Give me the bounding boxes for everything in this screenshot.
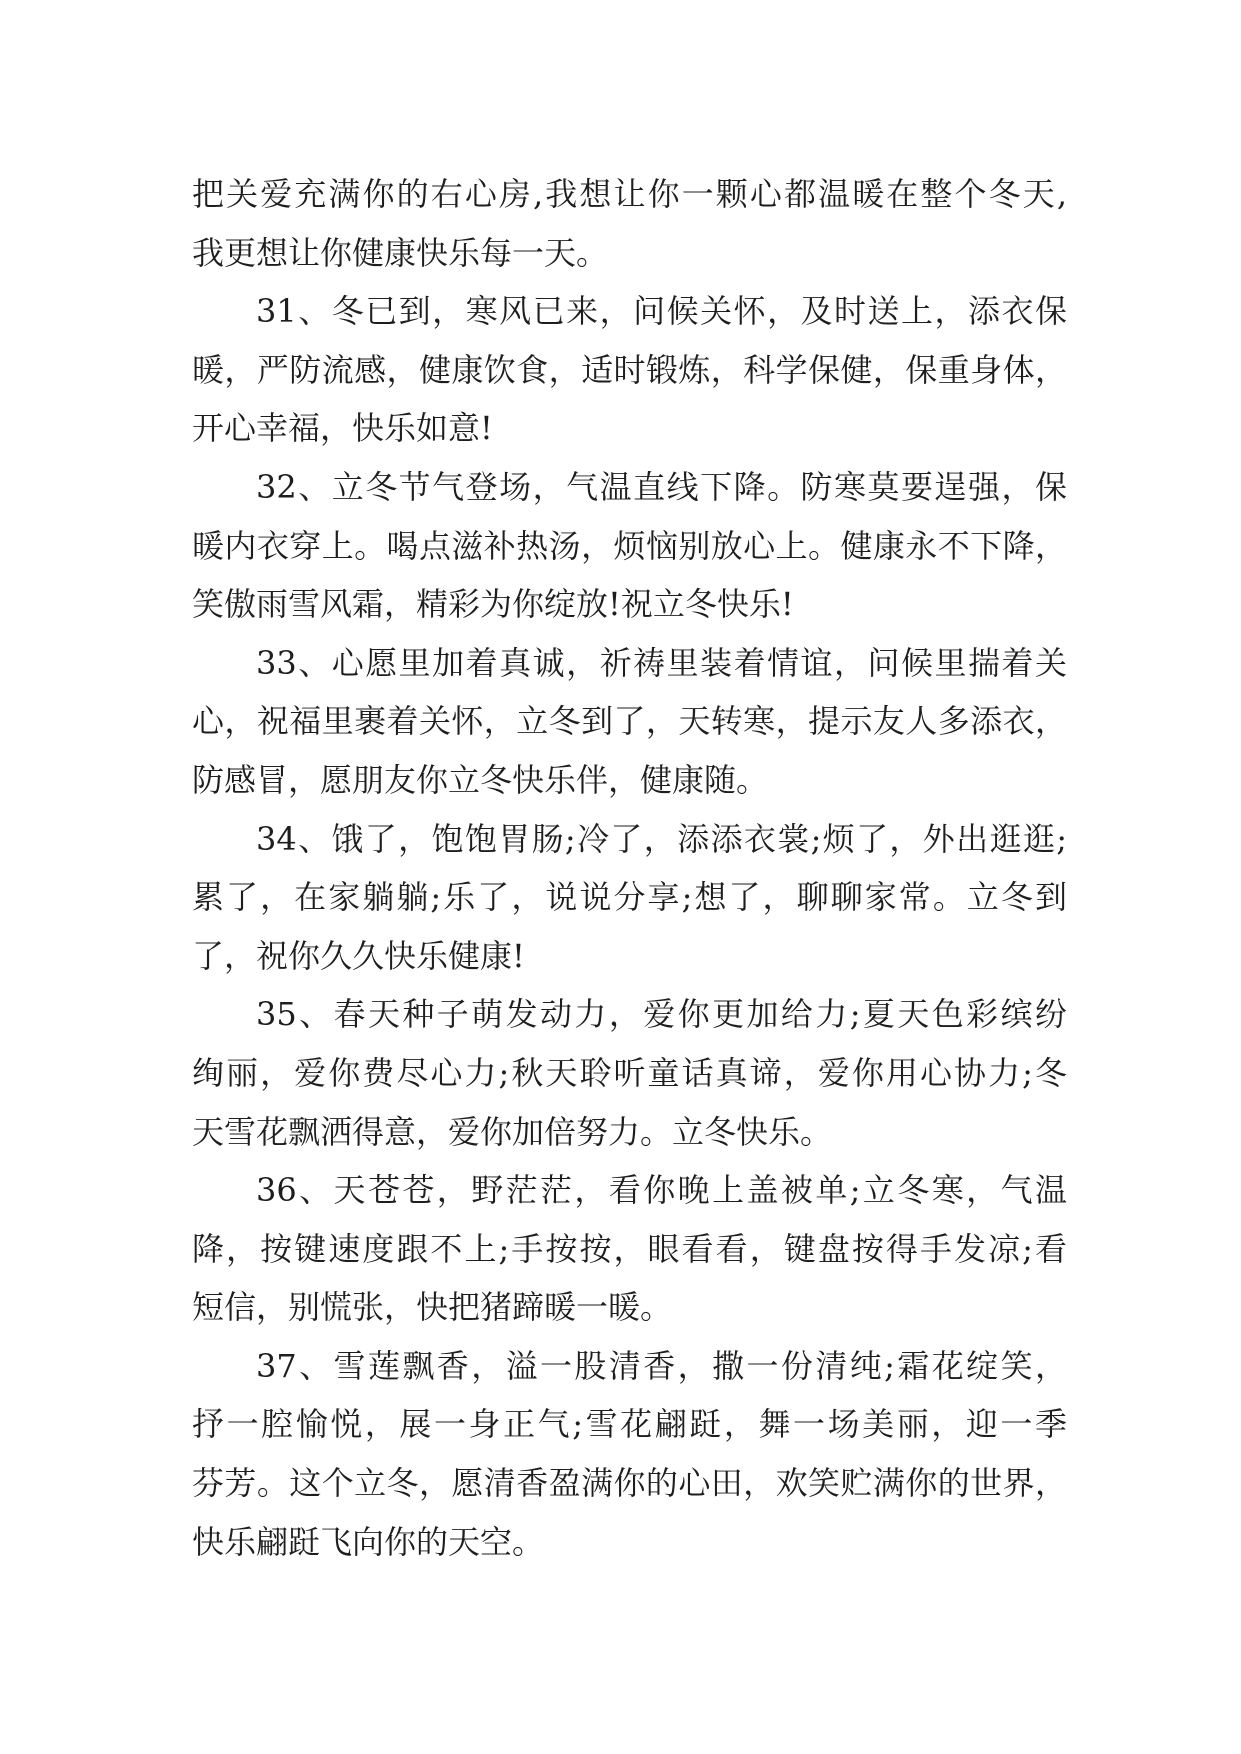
- text-line: 暖，严防流感，健康饮食，适时锻炼，科学保健，保重身体，: [192, 350, 1067, 389]
- paragraph-35: [192, 985, 1067, 1161]
- paragraph-37: [192, 1337, 1067, 1571]
- text-line: 35、春天种子萌发动力，爱你更加给力;夏天色彩缤纷: [256, 995, 1067, 1034]
- text-line: 了，祝你久久快乐健康!: [192, 936, 525, 975]
- paragraph-34: [192, 810, 1067, 986]
- paragraph-32: [192, 458, 1067, 634]
- paragraph-36: [192, 1161, 1067, 1337]
- text-line: 快乐翩跹飞向你的天空。: [192, 1522, 545, 1561]
- text-line: 心，祝福里裹着关怀，立冬到了，天转寒，提示友人多添衣，: [192, 702, 1067, 741]
- text-line: 抒一腔愉悦，展一身正气;雪花翩跹，舞一场美丽，迎一季: [192, 1405, 1067, 1444]
- text-line: 33、心愿里加着真诚，祈祷里装着情谊，问候里揣着关: [256, 643, 1067, 682]
- text-line: 芬芳。这个立冬，愿清香盈满你的心田，欢笑贮满你的世界，: [192, 1464, 1067, 1503]
- document-body: [192, 165, 1067, 1571]
- text-line: 36、天苍苍，野茫茫，看你晚上盖被单;立冬寒，气温: [256, 1171, 1067, 1210]
- text-line: 累了，在家躺躺;乐了，说说分享;想了，聊聊家常。立冬到: [192, 878, 1067, 917]
- text-line: 防感冒，愿朋友你立冬快乐伴，健康随。: [192, 760, 769, 799]
- paragraph-continuation: [192, 165, 1067, 282]
- text-line: 笑傲雨雪风霜，精彩为你绽放!祝立冬快乐!: [192, 585, 794, 624]
- paragraph-31: [192, 282, 1067, 458]
- text-line: 降，按键速度跟不上;手按按，眼看看，键盘按得手发凉;看: [192, 1229, 1067, 1268]
- text-line: 绚丽，爱你费尽心力;秋天聆听童话真谛，爱你用心协力;冬: [192, 1053, 1067, 1092]
- text-line: 32、立冬节气登场，气温直线下降。防寒莫要逞强，保: [256, 467, 1067, 506]
- text-line: 短信，别慌张，快把猪蹄暖一暖。: [192, 1288, 673, 1327]
- text-line: 31、冬已到，寒风已来，问候关怀，及时送上，添衣保: [256, 292, 1067, 331]
- text-line: 34、饿了，饱饱胃肠;冷了，添添衣裳;烦了，外出逛逛;: [256, 819, 1067, 858]
- text-line: 我更想让你健康快乐每一天。: [192, 233, 609, 272]
- paragraph-33: [192, 634, 1067, 810]
- text-line: 开心幸福，快乐如意!: [192, 409, 493, 448]
- text-line: 天雪花飘洒得意，爱你加倍努力。立冬快乐。: [192, 1112, 833, 1151]
- text-line: 37、雪莲飘香，溢一股清香，撒一份清纯;霜花绽笑，: [256, 1346, 1067, 1385]
- text-line: 把关爱充满你的右心房,我想让你一颗心都温暖在整个冬天,: [192, 175, 1067, 213]
- text-line: 暖内衣穿上。喝点滋补热汤，烦恼别放心上。健康永不下降，: [192, 526, 1067, 565]
